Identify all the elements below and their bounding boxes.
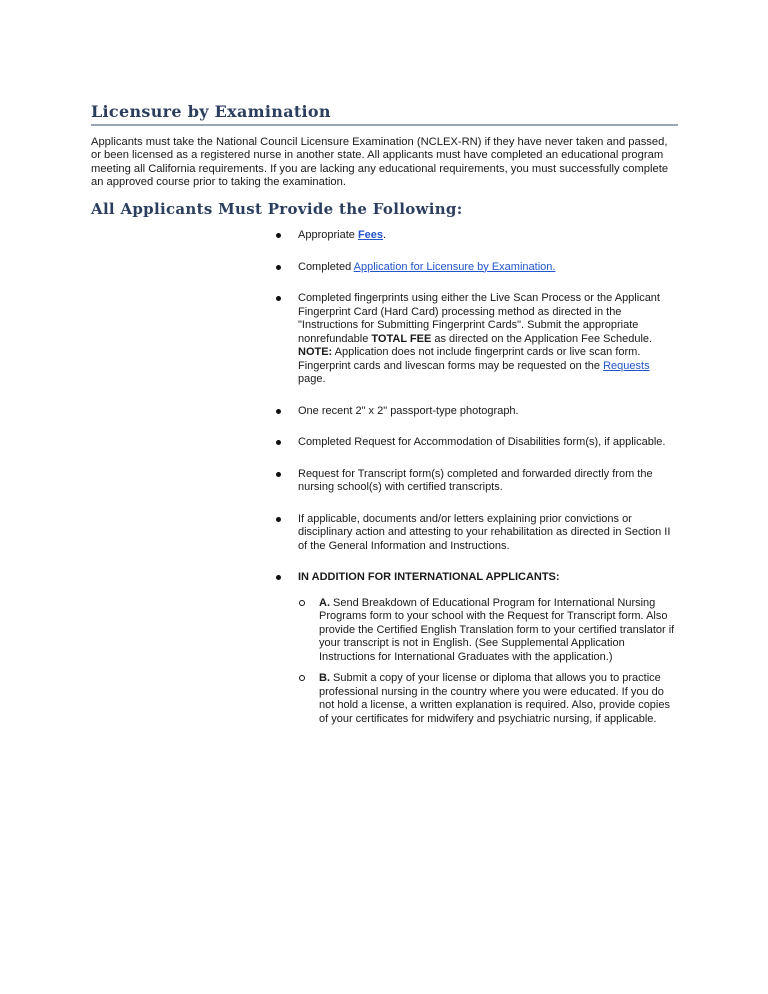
circle-bullet-icon — [299, 675, 305, 681]
sub-item-a — [319, 597, 678, 665]
fingerprints-text: Completed fingerprints using either the Live Scan Process or the Applicant Fingerprint Card (Hard Card) processing method as directed in the "Instructions for Submitting Fingerprint Cards". Submit the appropriate nonrefundable — [298, 292, 660, 345]
sub-b-label: B. — [319, 672, 330, 684]
sub-b-text: Submit a copy of your license or diploma that allows you to practice professional nursing in the country where you were educated. If you do not hold a license, a written explanation is required. Also, provide copies of your certificates for midwifery and psychiatric nursing, if applicable. — [319, 672, 670, 725]
international-sublist — [319, 597, 678, 727]
bullet-icon — [276, 265, 281, 270]
bullet-icon — [276, 409, 281, 414]
bullet-icon — [276, 575, 281, 580]
list-item-photo — [298, 405, 678, 419]
note-label: NOTE: — [298, 346, 333, 358]
list-item-text: One recent 2" x 2" passport-type photograph. — [298, 404, 519, 417]
list-item-text — [298, 261, 678, 275]
sub-item-text — [319, 672, 678, 726]
list-item-text — [298, 292, 678, 346]
note-suffix: page. — [298, 373, 326, 385]
note-text: Application does not include fingerprint cards or live scan form. Fingerprint cards and livescan forms may be requested on the — [298, 346, 641, 372]
list-item-text: If applicable, documents and/or letters explaining prior convictions or disciplinary action and attesting to your rehabilitation as directed in Section II of the General Information and Instructions. — [298, 512, 671, 552]
total-fee-label: TOTAL FEE — [371, 332, 432, 345]
list-item-text: Completed Request for Accommodation of Disabilities form(s), if applicable. — [298, 436, 666, 448]
list-item-application — [298, 261, 678, 275]
bullet-icon — [276, 233, 281, 238]
list-item-convictions — [298, 513, 678, 554]
list-item-accommodation — [298, 436, 678, 450]
application-prefix: Completed — [298, 260, 354, 273]
page-title: Licensure by Examination — [91, 102, 678, 126]
sub-item-b — [319, 672, 678, 726]
bullet-icon — [276, 440, 281, 445]
sub-item-text — [319, 597, 678, 665]
note-paragraph — [298, 346, 678, 387]
sub-a-text: Send Breakdown of Educational Program for International Nursing Programs form to your school with the Request for Transcript form. Also provide the Certified English Translation form to your certified translator if your transcript is not in English. (See Supplemental Application Instructions for International Graduates with the application.) — [319, 596, 675, 663]
list-item-text: Request for Transcript form(s) completed and forwarded directly from the nursing school(s) with certified transcripts. — [298, 467, 653, 493]
list-item-text — [298, 229, 678, 243]
requests-link[interactable]: Requests — [603, 359, 650, 372]
requirements-list — [298, 229, 678, 744]
intro-paragraph: Applicants must take the National Council Licensure Examination (NCLEX-RN) if they have never taken and passed, or been licensed as a registered nurse in another state. All applicants must have completed an educational program meeting all California requirements. If you are lacking any educational requirements, you must successfully complete an approved course prior to taking the examination. — [91, 136, 669, 189]
circle-bullet-icon — [299, 600, 305, 606]
list-item-international — [298, 571, 678, 726]
fingerprints-suffix: as directed on the Application Fee Schedule. — [431, 332, 653, 345]
list-item-fees — [298, 229, 678, 243]
bullet-icon — [276, 296, 281, 301]
section-heading: All Applicants Must Provide the Following: — [91, 199, 463, 218]
page-content — [91, 102, 678, 219]
international-heading: IN ADDITION FOR INTERNATIONAL APPLICANTS: — [298, 571, 560, 583]
bullet-icon — [276, 472, 281, 477]
sub-a-label: A. — [319, 596, 330, 609]
list-item-fingerprints — [298, 292, 678, 387]
bullet-icon — [276, 517, 281, 522]
application-link[interactable]: Application for Licensure by Examination. — [353, 260, 556, 273]
fees-prefix: Appropriate — [298, 229, 358, 241]
list-item-transcript — [298, 468, 678, 495]
fees-suffix: . — [383, 229, 387, 241]
fees-link[interactable]: Fees — [357, 229, 384, 241]
